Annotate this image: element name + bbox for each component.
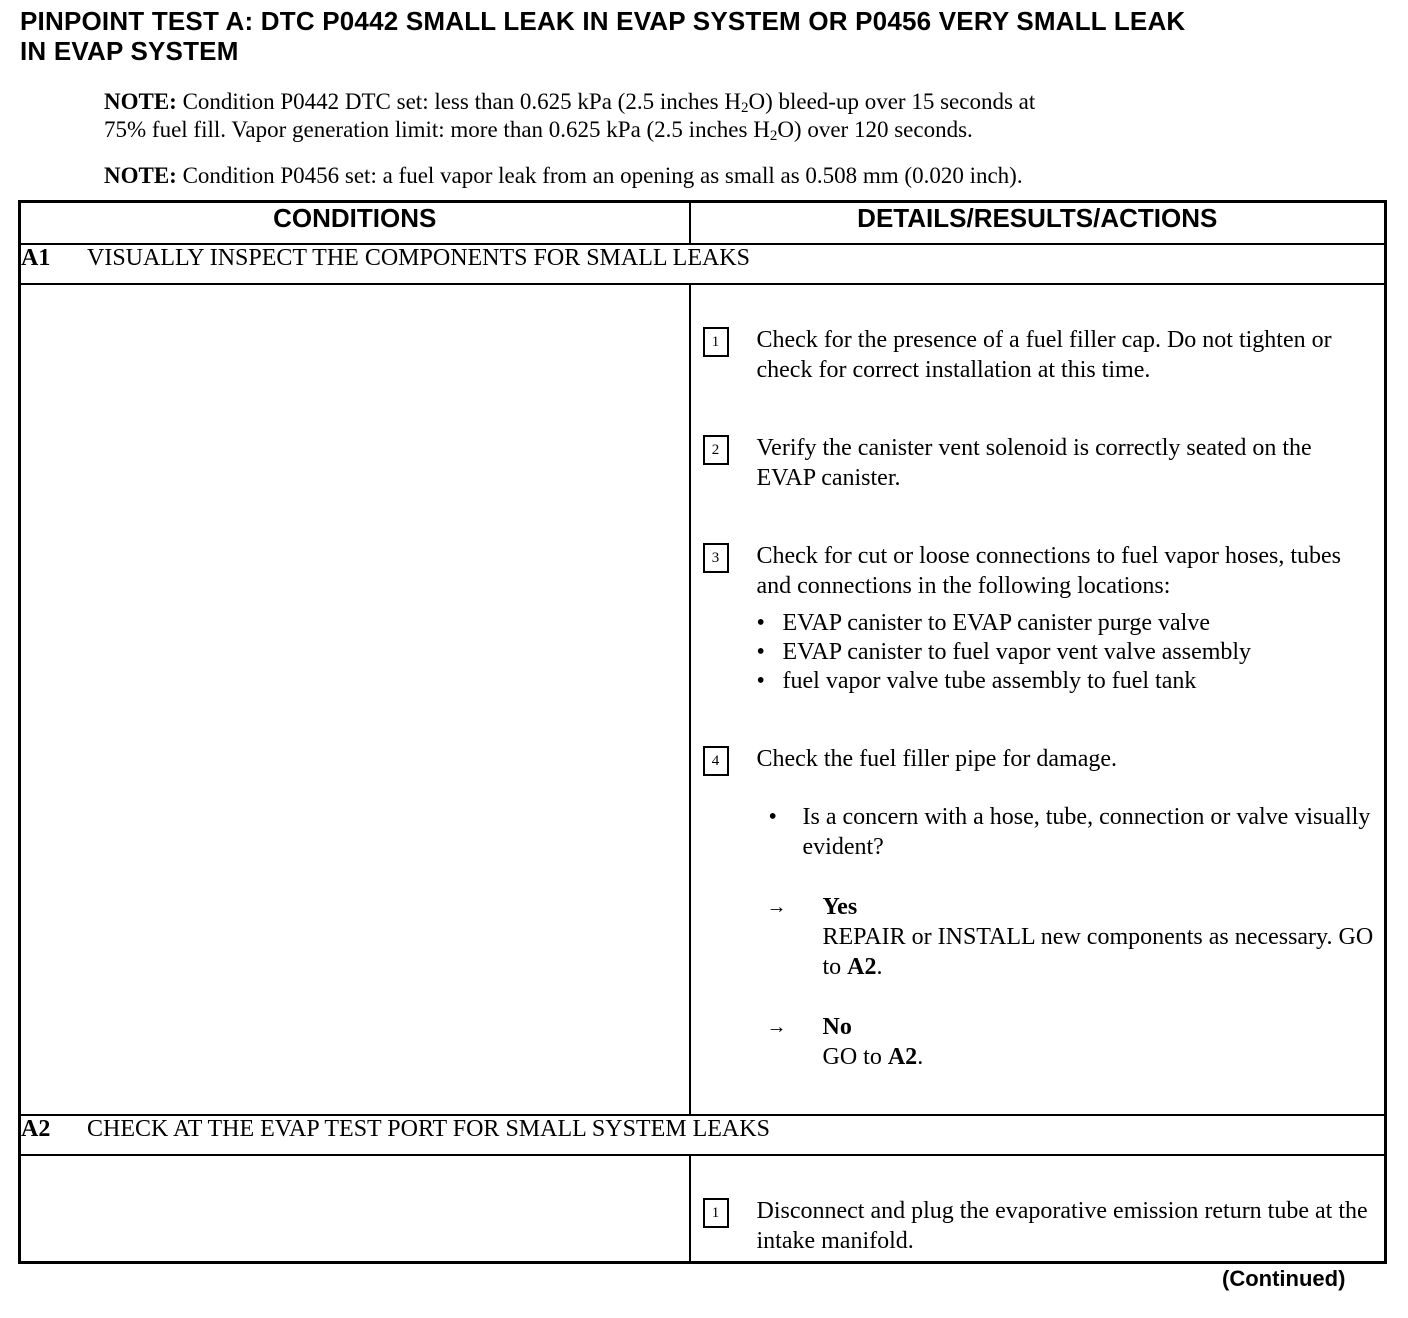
step-title: VISUALLY INSPECT THE COMPONENTS FOR SMALL LEAKS	[87, 245, 750, 271]
note-p0456: NOTE: Condition P0456 set: a fuel vapor leak from an opening as small as 0.508 mm (0.020 inch).	[104, 163, 1023, 188]
note-label: NOTE:	[104, 163, 177, 188]
header-actions: DETAILS/RESULTS/ACTIONS	[690, 202, 1386, 245]
title-line-1: PINPOINT TEST A: DTC P0442 SMALL LEAK IN EVAP SYSTEM OR P0456 VERY SMALL LEAK	[20, 6, 1186, 36]
action-item: 3 Check for cut or loose connections to fuel vapor hoses, tubes and connections in the following locations: • EVAP canister to EVAP canister purge valve • EVAP canister to fuel vapor vent valve assembly • fuel vapor valve tube assembly to fuel tank	[703, 541, 1375, 696]
list-item: • EVAP canister to fuel vapor vent valve assembly	[757, 638, 1375, 667]
step-a2-title-row	[20, 1115, 1386, 1155]
action-item: 1 Check for the presence of a fuel filler cap. Do not tighten or check for correct installation at this time.	[703, 325, 1375, 385]
step-id: A1	[21, 245, 51, 271]
title-line-2: IN EVAP SYSTEM	[20, 36, 239, 66]
step-a1-body	[20, 284, 1386, 1115]
numbered-box-icon: 1	[703, 327, 729, 357]
answer-no: → No GO to A2.	[766, 1014, 924, 1070]
step-a1-actions	[690, 284, 1386, 1115]
arrow-right-icon: →	[766, 1016, 787, 1038]
step-title: CHECK AT THE EVAP TEST PORT FOR SMALL SYSTEM LEAKS	[87, 1115, 770, 1142]
numbered-box-icon: 4	[703, 746, 729, 776]
numbered-box-icon: 1	[703, 1198, 729, 1228]
list-item: • fuel vapor valve tube assembly to fuel tank	[757, 667, 1375, 696]
note-p0442: NOTE: Condition P0442 DTC set: less than 0.625 kPa (2.5 inches $H_2O$) bleed-up over 15 seconds at 75% fuel fill. Vapor generation limit: more than 0.625 kPa (2.5 inches $H_2O$) over 120 seconds.	[104, 89, 1036, 144]
header-conditions: CONDITIONS	[20, 202, 690, 245]
bullet-icon: •	[768, 804, 777, 830]
numbered-box-icon: 2	[703, 435, 729, 465]
step-a2-body	[20, 1155, 1386, 1263]
location-list	[757, 609, 1375, 696]
action-item: 2 Verify the canister vent solenoid is correctly seated on the EVAP canister.	[703, 433, 1375, 493]
step-a2-title	[20, 1115, 1386, 1155]
step-a2-actions	[690, 1155, 1386, 1263]
numbered-box-icon: 3	[703, 543, 729, 573]
step-a1-conditions	[20, 284, 690, 1115]
step-a2-conditions	[20, 1155, 690, 1263]
continued-label: (Continued)	[1222, 1266, 1346, 1291]
step-a1-title	[20, 244, 1386, 284]
action-item: 1 Disconnect and plug the evaporative emission return tube at the intake manifold.	[703, 1196, 1375, 1256]
action-item: 4 Check the fuel filler pipe for damage.	[703, 744, 1375, 774]
table-header-row	[20, 202, 1386, 245]
page-title	[20, 6, 1400, 66]
arrow-right-icon: →	[766, 896, 787, 918]
pinpoint-table	[18, 200, 1387, 1264]
note-label: NOTE:	[104, 89, 177, 114]
step-id: A2	[21, 1115, 51, 1142]
decision-question: • Is a concern with a hose, tube, connection or valve visually evident?	[768, 804, 1371, 860]
answer-yes: → Yes REPAIR or INSTALL new components as necessary. GO to A2.	[766, 894, 1374, 980]
list-item: • EVAP canister to EVAP canister purge valve	[757, 609, 1375, 638]
step-a1-title-row	[20, 244, 1386, 284]
